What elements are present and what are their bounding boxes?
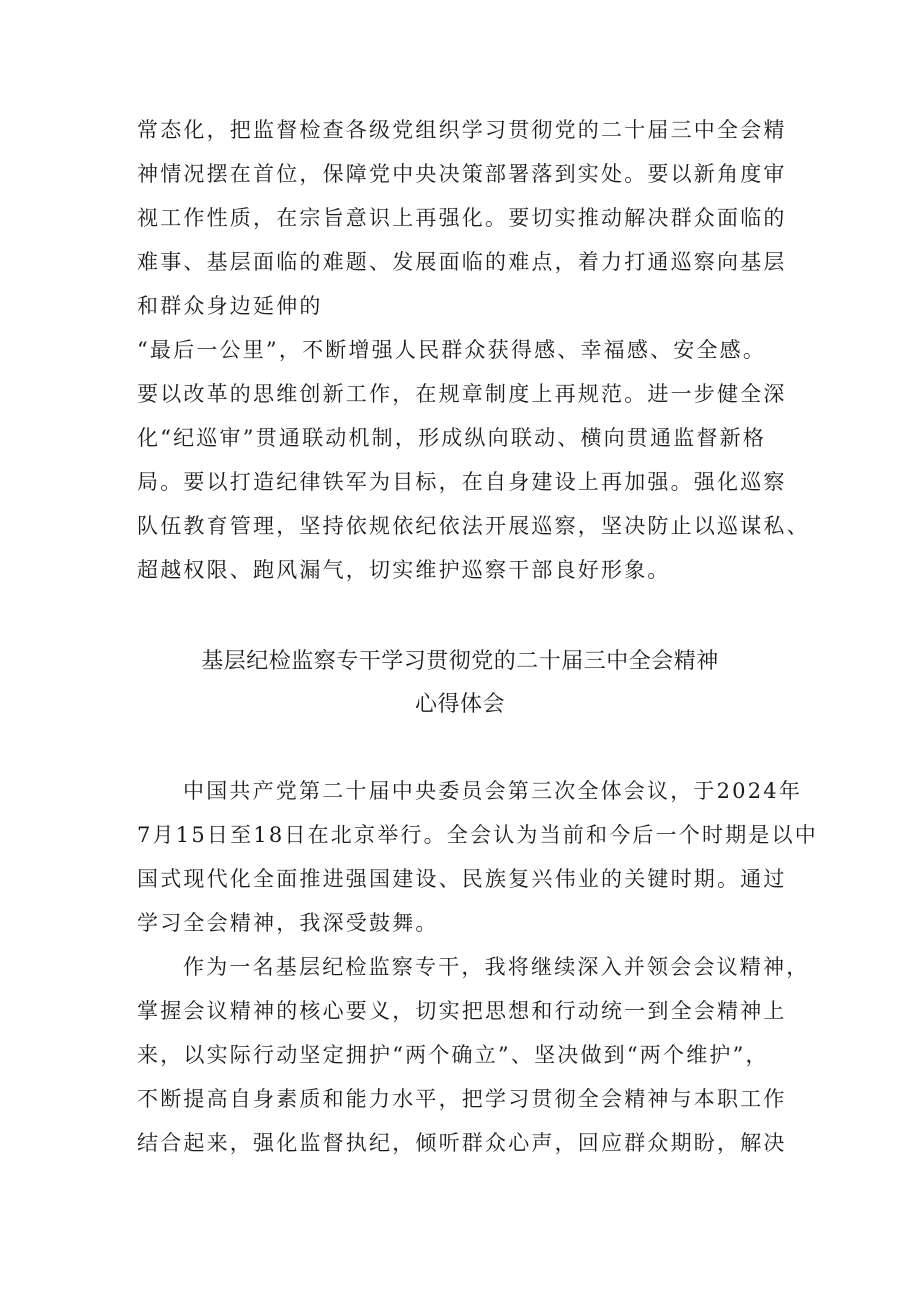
text-line: “最后一公里”，不断增强人民群众获得感、幸福感、安全感。 xyxy=(137,338,767,362)
text-line: 和群众身边延伸的 xyxy=(137,294,323,318)
text-line: 超越权限、跑风漏气，切实维护巡察干部良好形象。 xyxy=(137,558,671,582)
article-title-line2: 心得体会 xyxy=(414,692,505,717)
text-line: 队伍教育管理，坚持依规依纪依法开展巡察，坚决防止以巡谋私、 xyxy=(137,514,810,538)
text-line: 学习全会精神，我深受鼓舞。 xyxy=(137,911,439,935)
text-line: 7月15日至18日在北京举行。全会认为当前和今后一个时期是以中 xyxy=(137,823,819,847)
text-line: 结合起来，强化监督执纪，倾听群众心声，回应群众期盼，解决 xyxy=(137,1131,787,1155)
article-title: 基层纪检监察专干学习贯彻党的二十届三中全会精神 xyxy=(201,649,719,674)
text-line: 视工作性质，在宗旨意识上再强化。要切实推动解决群众面临的 xyxy=(137,206,787,230)
text-line: 来，以实际行动坚定拥护“两个确立”、坚决做到“两个维护”， xyxy=(137,1043,769,1067)
text-line: 国式现代化全面推进强国建设、民族复兴伟业的关键时期。通过 xyxy=(137,867,787,891)
text-line: 作为一名基层纪检监察专干，我将继续深入并领会会议精神， xyxy=(183,955,810,979)
text-line: 常态化，把监督检查各级党组织学习贯彻党的二十届三中全会精 xyxy=(137,118,787,142)
text-line: 化“纪巡审”贯通联动机制，形成纵向联动、横向贯通监督新格 xyxy=(137,426,767,450)
text-line: 难事、基层面临的难题、发展面临的难点，着力打通巡察向基层 xyxy=(137,250,787,274)
text-line: 掌握会议精神的核心要义，切实把思想和行动统一到全会精神上 xyxy=(137,999,787,1023)
text-line: 不断提高自身素质和能力水平，把学习贯彻全会精神与本职工作 xyxy=(137,1087,787,1111)
text-line: 神情况摆在首位，保障党中央决策部署落到实处。要以新角度审 xyxy=(137,162,787,186)
text-line: 中国共产党第二十届中央委员会第三次全体会议，于2024年 xyxy=(183,779,803,803)
text-line: 要以改革的思维创新工作，在规章制度上再规范。进一步健全深 xyxy=(137,382,787,406)
text-line: 局。要以打造纪律铁军为目标，在自身建设上再加强。强化巡察 xyxy=(137,470,787,494)
